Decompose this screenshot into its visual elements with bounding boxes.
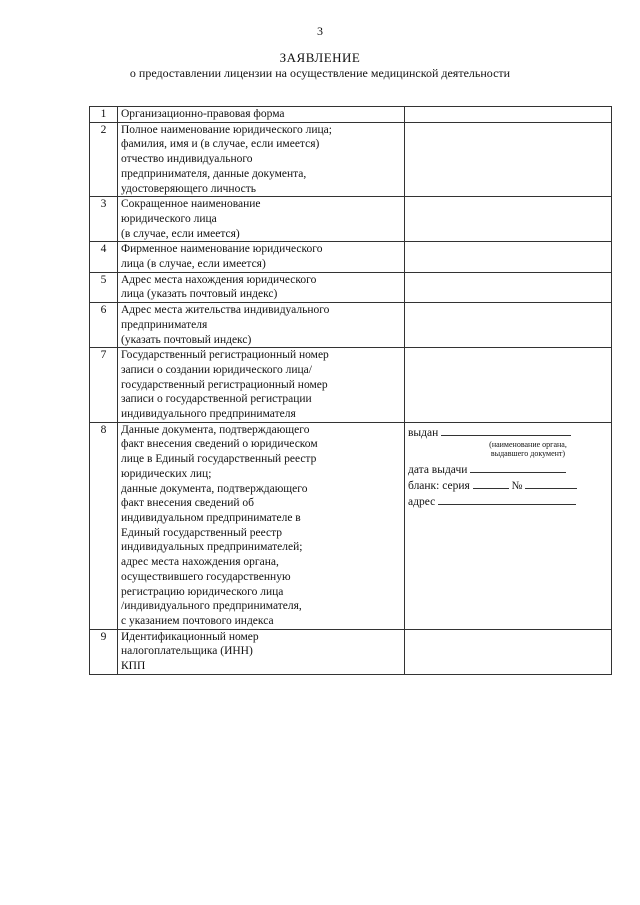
row-label-line: Сокращенное наименование [121,198,261,211]
row-label-line: Организационно-правовая форма [121,108,285,120]
row-label-line: Адрес места жительства индивидуального [121,304,330,317]
row-label-line: лица (указать почтовый индекс) [121,288,278,301]
row-label-line: фамилия, имя и (в случае, если имеется) [121,138,320,151]
row-label [118,348,405,423]
address-label: адрес [408,495,436,508]
row-label-line: налогоплательщика (ИНН) [121,645,253,658]
number-sign: № [511,479,523,492]
row-label [118,197,405,242]
issued-by-blank[interactable] [441,424,571,436]
row-label-line: адрес места нахождения органа, [121,556,279,569]
form-row-1 [90,107,612,123]
row-label-line: Данные документа, подтверждающего [121,423,310,436]
form-row-3 [90,197,612,242]
issue-date-row [408,461,608,477]
row-label-line: удостоверяющего личность [121,182,256,195]
row-label-line: (указать почтовый индекс) [121,333,252,346]
form-row-5 [90,272,612,302]
form-row-9 [90,629,612,674]
issued-by-label: выдан [408,426,439,439]
row-label-line: факт внесения сведений о юридическом [121,438,318,451]
row-value-cell[interactable] [405,422,612,629]
form-row-6 [90,303,612,348]
row-label-line: (в случае, если имеется) [121,227,240,240]
row-label-line: /индивидуального предпринимателя, [121,600,302,613]
page-number: 3 [317,24,323,38]
row-number: 9 [90,629,118,674]
row-label-line: отчество индивидуального [121,153,253,166]
form-table-body [90,107,612,675]
row-value-cell[interactable] [405,242,612,272]
row-label-line: Единый государственный реестр [121,526,283,539]
issued-by-row [408,424,608,440]
address-row [408,493,608,509]
issuer-note-line-2: выдавшего документ) [490,448,566,458]
row-number: 6 [90,303,118,348]
row-label [118,422,405,629]
issuer-note-line-1: (наименование органа, [489,439,567,449]
document-subtitle: о предоставлении лицензии на осуществление медицинской деятельности [129,66,511,80]
row-label-line: с указанием почтового индекса [121,614,274,627]
row-label-line: лица (в случае, если имеется) [121,258,266,271]
issue-date-blank[interactable] [470,461,566,473]
row-label-line: регистрацию юридического лица [121,585,284,598]
row-value-cell[interactable] [405,348,612,423]
document-title: ЗАЯВЛЕНИЕ [279,50,361,65]
row-number: 3 [90,197,118,242]
row-label-line: записи о создании юридического лица/ [121,363,312,376]
row-value-cell[interactable] [405,197,612,242]
row-label-line: данные документа, подтверждающего [121,482,308,495]
row-number: 4 [90,242,118,272]
row-label [118,272,405,302]
row-value-cell[interactable] [405,122,612,197]
row-label-line: осуществившего государственную [121,570,291,583]
row-label-line: индивидуальном предпринимателе в [121,511,301,524]
row-number: 7 [90,348,118,423]
row-value-cell[interactable] [405,107,612,123]
blank-series-label: бланк: серия [408,479,470,492]
row-number: 1 [90,107,118,123]
row-label-line: предпринимателя [121,318,208,331]
row-value-cell[interactable] [405,272,612,302]
issued-document-block [408,423,608,509]
row-value-cell[interactable] [405,629,612,674]
row-label [118,107,405,123]
row-label-line: КПП [121,660,146,673]
issue-date-label: дата выдачи [408,463,468,476]
row-label-line: Идентификационный номер [121,630,259,643]
form-row-7 [90,348,612,423]
issuer-note [408,440,608,461]
row-label-line: Государственный регистрационный номер [121,349,329,362]
row-label [118,303,405,348]
number-blank[interactable] [525,477,577,489]
form-row-2 [90,122,612,197]
blank-series-row [408,477,608,493]
row-label-line: государственный регистрационный номер [121,378,328,391]
form-row-8 [90,422,612,629]
form-row-4 [90,242,612,272]
row-label [118,242,405,272]
row-label [118,629,405,674]
row-label-line: индивидуальных предпринимателей; [121,541,303,554]
row-number: 2 [90,122,118,197]
row-label-line: индивидуального предпринимателя [121,408,296,421]
row-label-line: предпринимателя, данные документа, [121,167,307,180]
row-label-line: юридического лица [121,212,217,225]
row-label-line: Полное наименование юридического лица; [121,123,332,136]
row-label-line: Адрес места нахождения юридического [121,273,317,286]
row-label-line: Фирменное наименование юридического [121,243,323,256]
row-value-cell[interactable] [405,303,612,348]
row-label-line: факт внесения сведений об [121,497,255,510]
row-label-line: лице в Единый государственный реестр [121,453,317,466]
address-blank[interactable] [438,493,576,505]
row-label-line: записи о государственной регистрации [121,393,312,406]
row-label-line: юридических лиц; [121,467,212,480]
row-number: 8 [90,422,118,629]
series-blank[interactable] [473,477,509,489]
application-form-table [89,106,612,675]
row-label [118,122,405,197]
row-number: 5 [90,272,118,302]
